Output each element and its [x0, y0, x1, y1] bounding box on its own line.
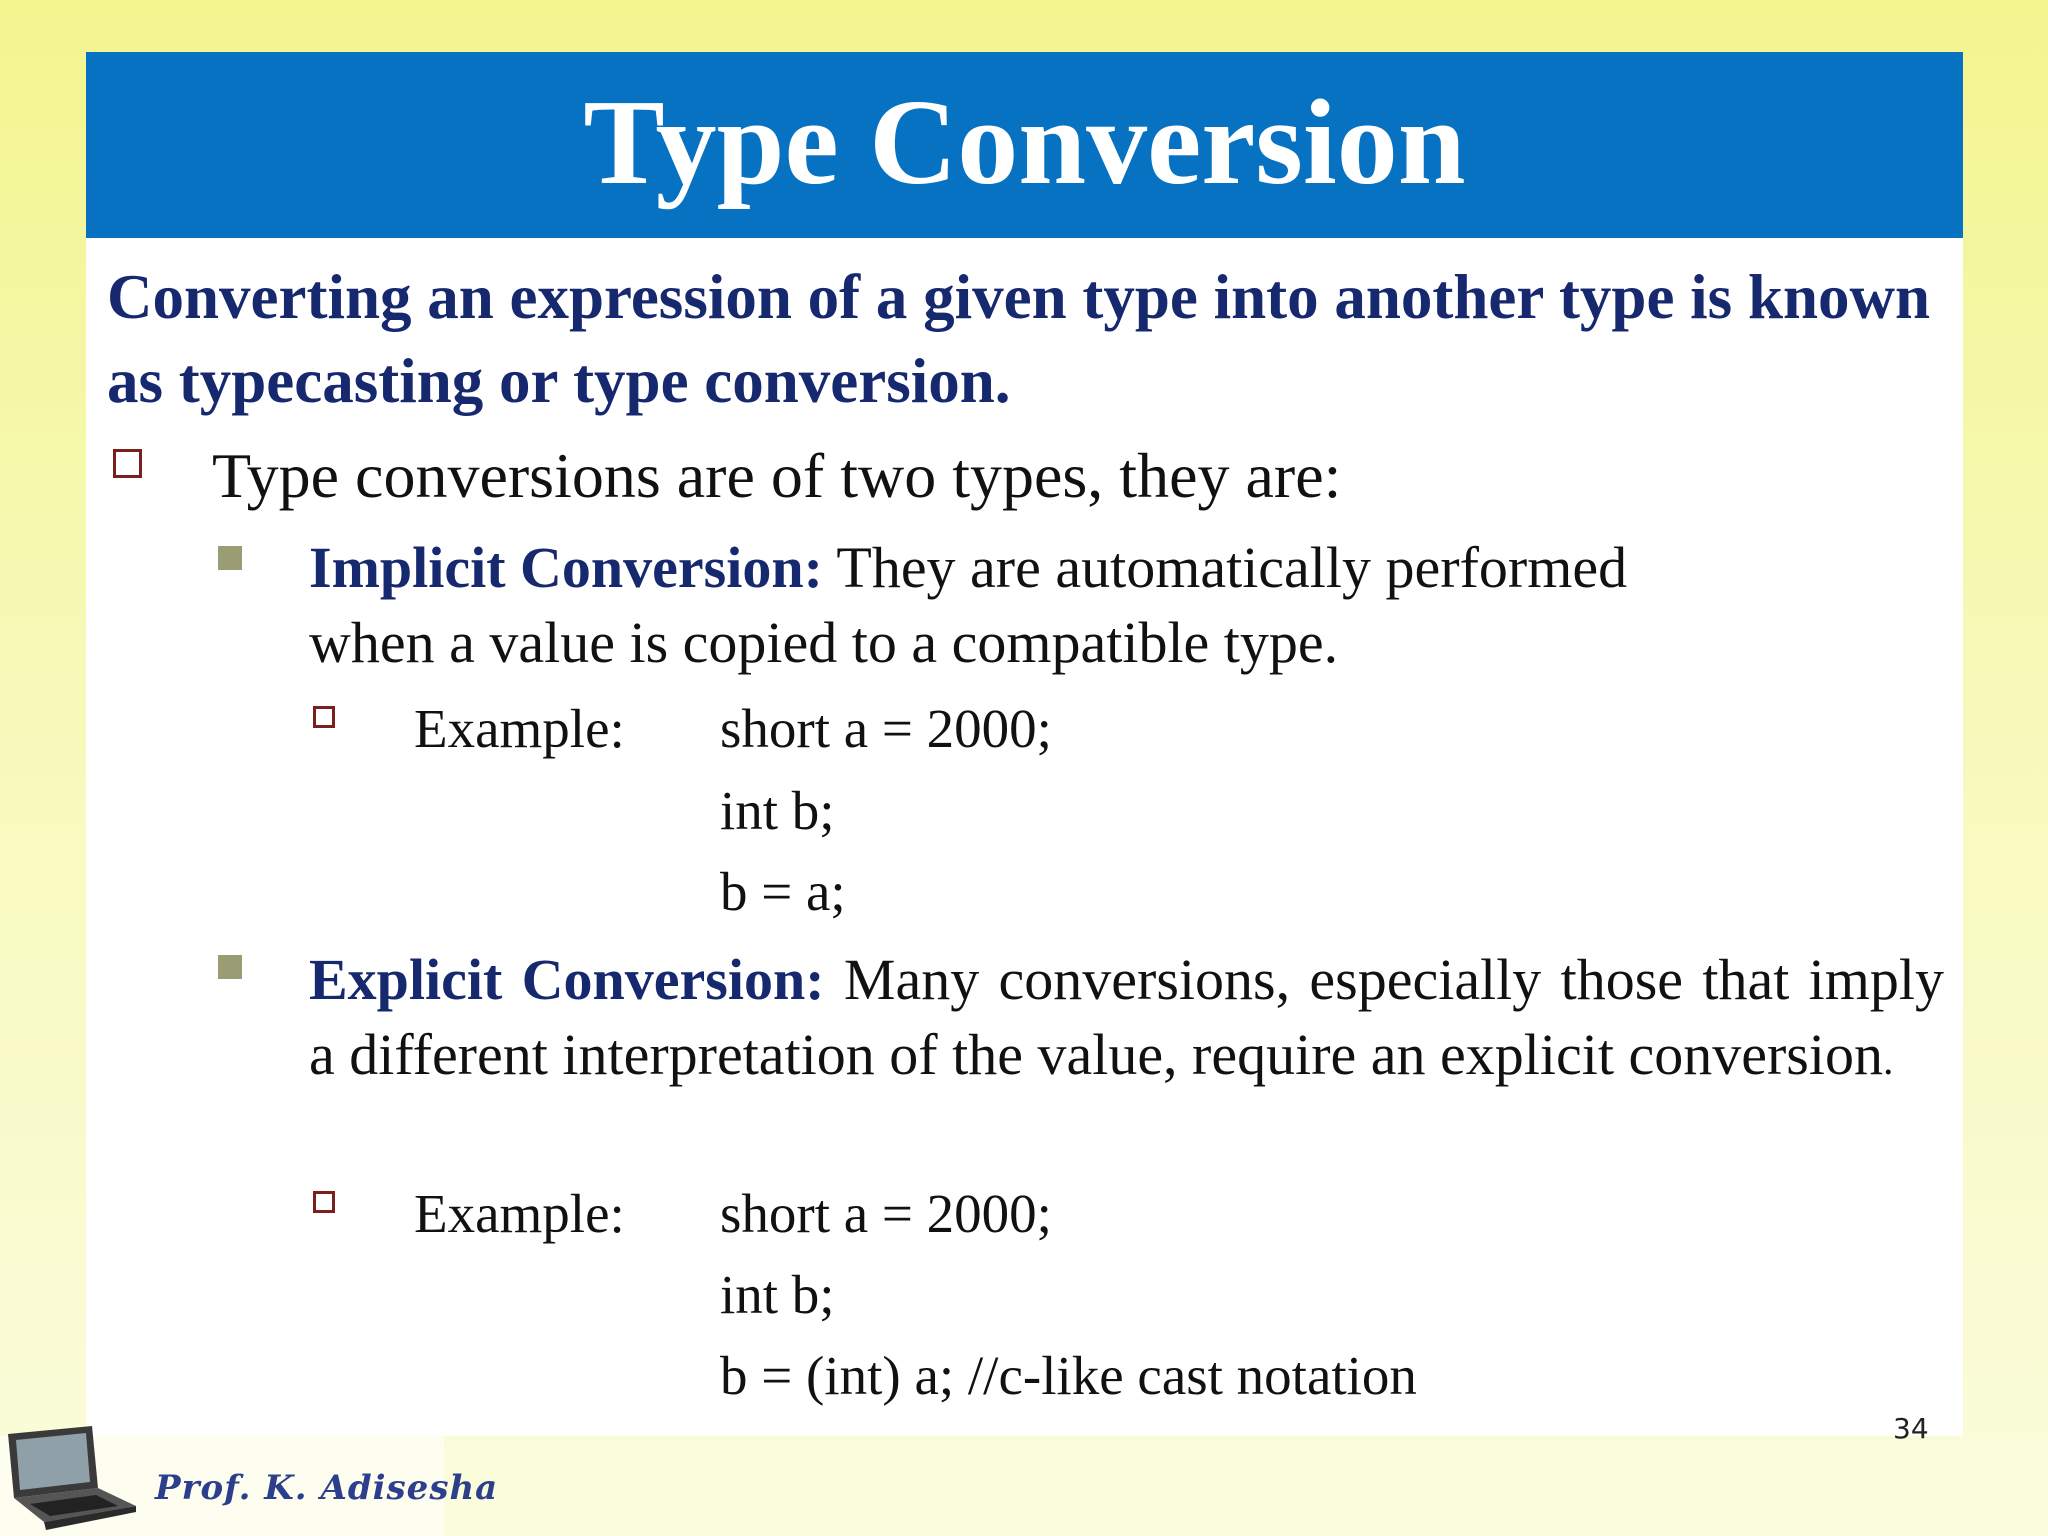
filled-square-bullet-icon: [218, 546, 242, 570]
explicit-conversion-text: Many conversions, especially those that imply a different interpretation of the value, require an explicit conversion: [309, 947, 1944, 1087]
slide-title: Type Conversion: [583, 75, 1466, 210]
implicit-code-line: short a = 2000;: [720, 698, 1052, 759]
example-bullet-icon: [313, 1191, 335, 1213]
implicit-conversion-term: Implicit Conversion:: [309, 535, 823, 600]
implicit-code-line: int b;: [720, 780, 835, 841]
implicit-conversion-paragraph: [309, 530, 1759, 680]
filled-square-bullet-icon: [218, 955, 242, 979]
implicit-code-line: b = a;: [720, 861, 846, 922]
intro-definition: Converting an expression of a given type into another type is known as typecasting or type conversion.: [107, 262, 1931, 416]
explicit-conversion-term: Explicit Conversion:: [309, 947, 825, 1012]
explicit-conversion-paragraph: [309, 942, 1944, 1099]
title-bar: [86, 52, 1963, 238]
explicit-code-line: b = (int) a; //c-like cast notation: [720, 1345, 1417, 1406]
explicit-conversion-period: .: [1882, 1038, 1894, 1084]
explicit-example-label: Example:: [414, 1183, 625, 1244]
types-bullet-text: Type conversions are of two types, they are:: [212, 440, 1342, 511]
implicit-conversion-text: They are automatically performed when a value is copied to a compatible type.: [309, 535, 1628, 675]
laptop-icon: [0, 1422, 140, 1536]
explicit-code-line: short a = 2000;: [720, 1183, 1052, 1244]
implicit-example-label: Example:: [414, 698, 625, 759]
hollow-square-bullet-icon: [113, 449, 142, 478]
page-number: 34: [1893, 1412, 1929, 1445]
explicit-code-line: int b;: [720, 1264, 835, 1325]
example-bullet-icon: [313, 706, 335, 728]
author-signature: Prof. K. Adisesha: [155, 1468, 499, 1508]
